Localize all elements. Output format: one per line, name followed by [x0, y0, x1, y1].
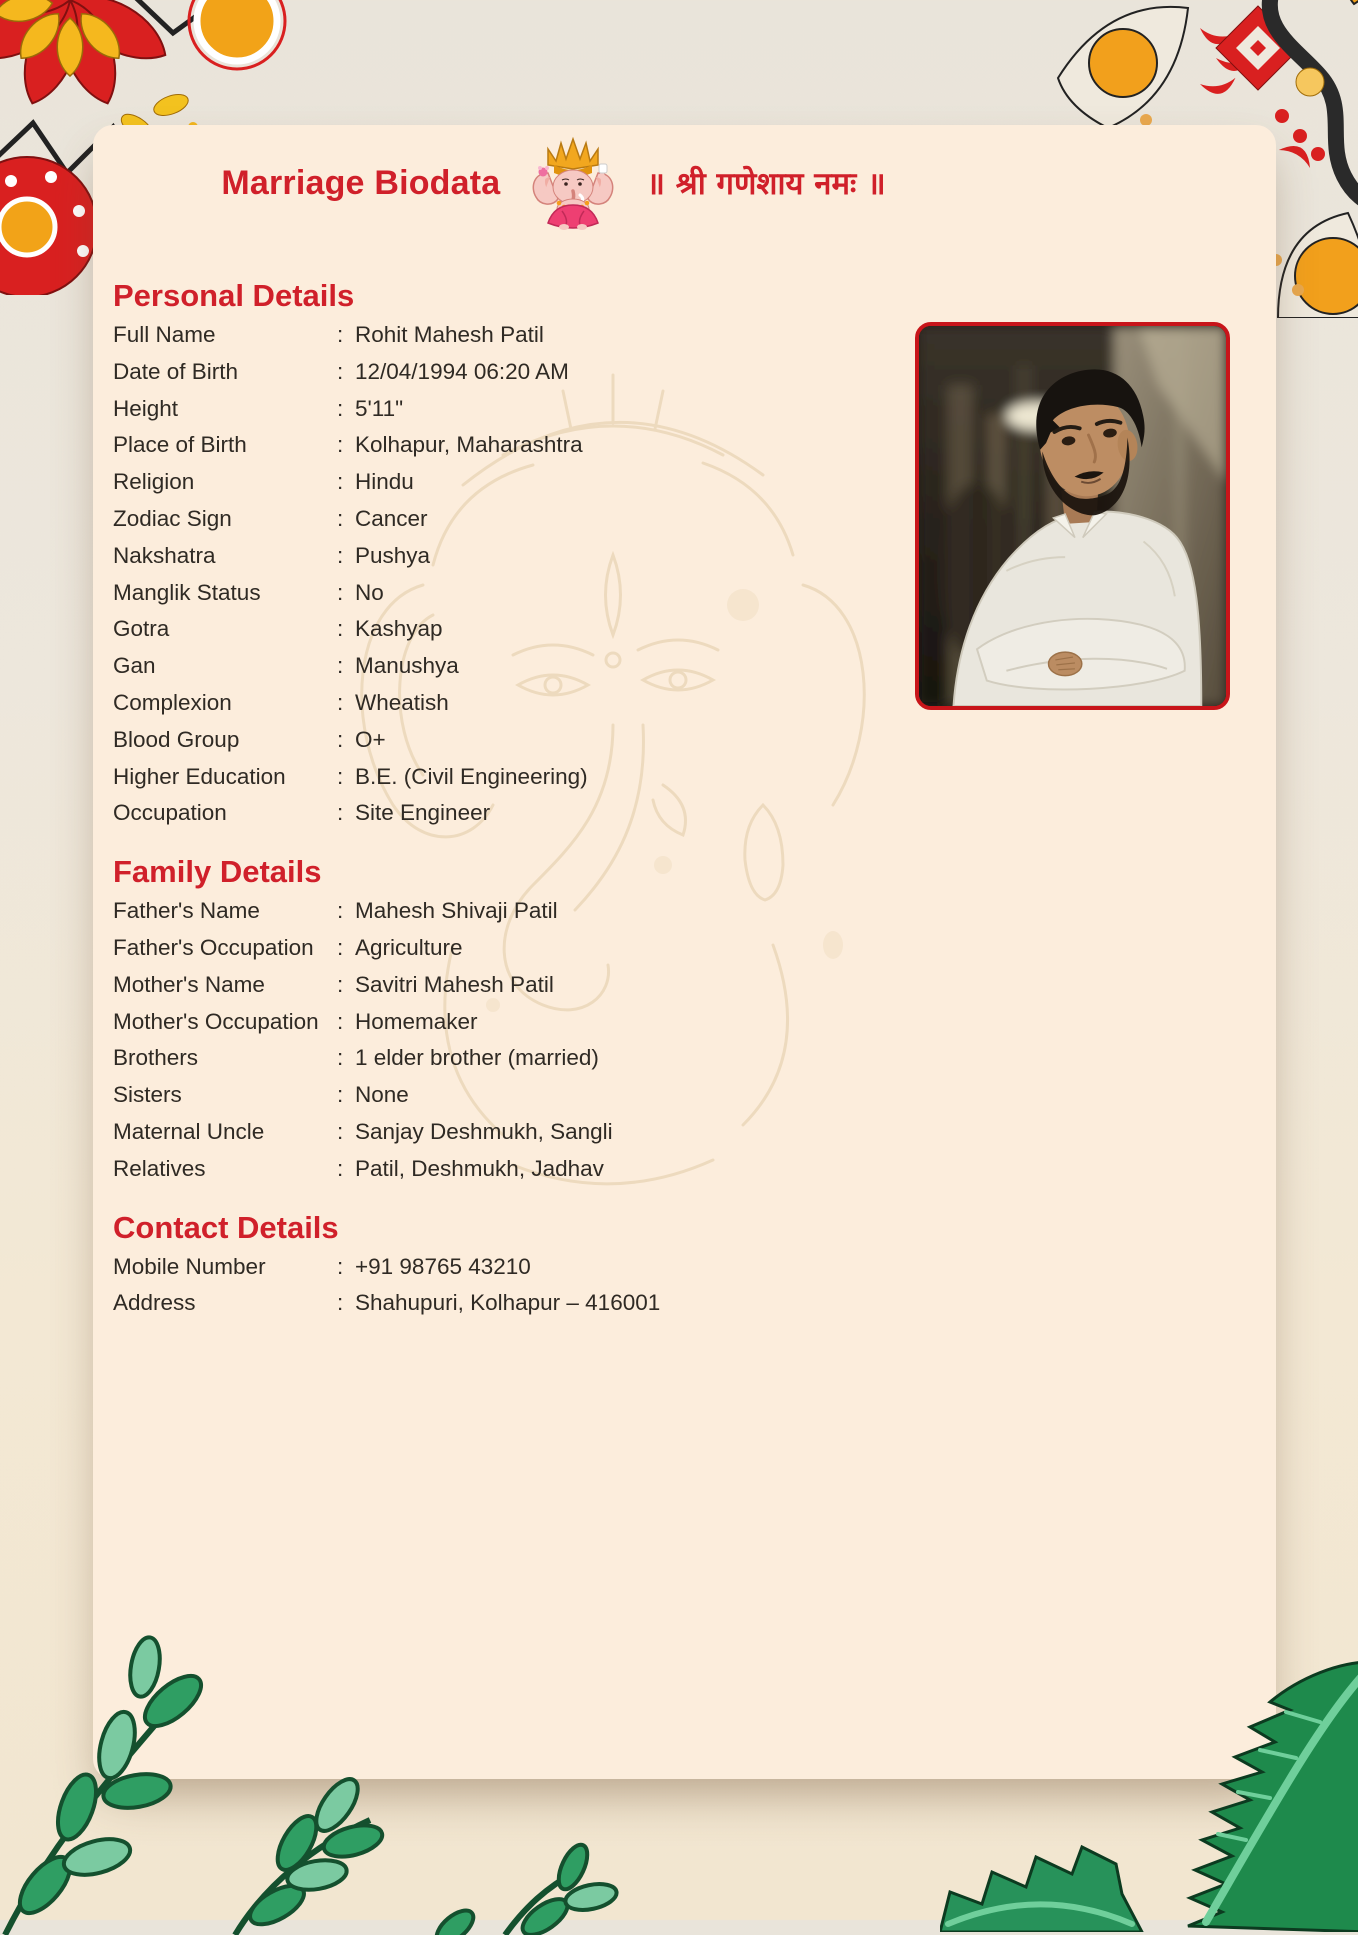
detail-label: Full Name: [113, 322, 216, 347]
detail-value: None: [355, 1082, 409, 1108]
family-details-rows: [113, 893, 833, 1187]
detail-colon: :: [337, 689, 344, 715]
detail-label: Occupation: [113, 800, 227, 826]
biodata-content: [113, 275, 833, 1341]
detail-row: [113, 648, 833, 685]
detail-value: Mahesh Shivaji Patil: [355, 898, 558, 924]
detail-row: [113, 1077, 833, 1114]
detail-value: Kashyap: [355, 616, 443, 642]
detail-colon: :: [337, 800, 344, 826]
detail-label: Father's Occupation: [113, 934, 314, 960]
section-heading-family: Family Details: [113, 854, 322, 890]
detail-colon: :: [337, 322, 344, 347]
detail-value: No: [355, 579, 384, 605]
detail-label: Brothers: [113, 1045, 199, 1071]
detail-colon: :: [337, 1082, 344, 1108]
detail-colon: :: [337, 579, 344, 605]
detail-value: Site Engineer: [355, 800, 491, 826]
detail-value: Cancer: [355, 505, 428, 531]
detail-colon: :: [337, 653, 344, 679]
detail-colon: :: [337, 1155, 344, 1181]
detail-value: +91 98765 43210: [355, 1253, 531, 1279]
detail-label: Place of Birth: [113, 432, 247, 458]
detail-row: [113, 575, 833, 612]
header: [0, 137, 1145, 229]
detail-label: Gotra: [113, 616, 170, 642]
detail-colon: :: [337, 358, 344, 384]
detail-label: Sisters: [113, 1082, 182, 1108]
detail-label: Complexion: [113, 689, 232, 715]
detail-value: 5'11": [355, 395, 404, 421]
detail-row: [113, 354, 833, 391]
detail-row: [113, 1285, 833, 1322]
detail-row: [113, 464, 833, 501]
personal-details-rows: [113, 317, 833, 832]
detail-value: Agriculture: [355, 934, 463, 960]
page-title: Marriage Biodata: [221, 163, 501, 202]
detail-row: [113, 722, 833, 759]
detail-colon: :: [337, 542, 344, 568]
detail-colon: :: [337, 898, 344, 924]
groom-photo: [915, 322, 1230, 710]
detail-label: Mother's Occupation: [113, 1008, 319, 1034]
detail-colon: :: [337, 726, 344, 752]
detail-row: [113, 967, 833, 1004]
detail-row: [113, 501, 833, 538]
detail-value: 12/04/1994 06:20 AM: [355, 358, 569, 384]
detail-colon: :: [337, 1008, 344, 1034]
detail-value: Shahupuri, Kolhapur – 416001: [355, 1290, 661, 1316]
detail-label: Height: [113, 395, 179, 421]
detail-value: Sanjay Deshmukh, Sangli: [355, 1118, 613, 1144]
detail-label: Blood Group: [113, 726, 240, 752]
detail-value: Hindu: [355, 469, 414, 495]
detail-colon: :: [337, 432, 344, 458]
detail-colon: :: [337, 469, 344, 495]
detail-row: [113, 685, 833, 722]
detail-value: Pushya: [355, 542, 431, 568]
detail-row: [113, 317, 833, 354]
detail-value: Homemaker: [355, 1008, 478, 1034]
detail-value: Rohit Mahesh Patil: [355, 322, 544, 347]
detail-colon: :: [337, 616, 344, 642]
detail-value: Kolhapur, Maharashtra: [355, 432, 583, 458]
detail-value: Patil, Deshmukh, Jadhav: [355, 1155, 604, 1181]
detail-colon: :: [337, 1253, 344, 1279]
detail-label: Mother's Name: [113, 971, 265, 997]
detail-row: [113, 1249, 833, 1286]
detail-row: [113, 391, 833, 428]
section-heading-contact: Contact Details: [113, 1209, 339, 1245]
detail-colon: :: [337, 1290, 344, 1316]
detail-label: Nakshatra: [113, 542, 216, 568]
detail-value: Savitri Mahesh Patil: [355, 971, 554, 997]
detail-colon: :: [337, 763, 344, 789]
detail-value: Manushya: [355, 653, 459, 679]
detail-label: Higher Education: [113, 763, 286, 789]
detail-colon: :: [337, 1045, 344, 1071]
detail-value: Wheatish: [355, 689, 449, 715]
detail-label: Gan: [113, 653, 156, 679]
detail-colon: :: [337, 395, 344, 421]
detail-value: O+: [355, 726, 386, 752]
detail-row: [113, 930, 833, 967]
biodata-card: [93, 125, 1276, 1779]
detail-label: Manglik Status: [113, 579, 261, 605]
detail-colon: :: [337, 505, 344, 531]
detail-label: Address: [113, 1290, 196, 1316]
detail-label: Relatives: [113, 1155, 206, 1181]
detail-row: [113, 759, 833, 796]
detail-value: B.E. (Civil Engineering): [355, 763, 588, 789]
detail-label: Zodiac Sign: [113, 505, 232, 531]
detail-row: [113, 893, 833, 930]
detail-label: Date of Birth: [113, 358, 239, 384]
detail-row: [113, 1114, 833, 1151]
detail-label: Mobile Number: [113, 1253, 266, 1279]
detail-row: [113, 538, 833, 575]
ganesh-mantra-text: ॥ श्री गणेशाय नमः ॥: [646, 166, 886, 202]
detail-row: [113, 1040, 833, 1077]
detail-value: 1 elder brother (married): [355, 1045, 599, 1071]
detail-colon: :: [337, 934, 344, 960]
detail-row: [113, 1151, 833, 1188]
detail-row: [113, 611, 833, 648]
detail-label: Father's Name: [113, 898, 260, 924]
detail-label: Religion: [113, 469, 195, 495]
ganesha-icon: [528, 133, 618, 233]
section-heading-personal: Personal Details: [113, 278, 355, 313]
detail-row: [113, 795, 833, 832]
detail-colon: :: [337, 1118, 344, 1144]
contact-details-rows: [113, 1249, 833, 1323]
detail-row: [113, 1004, 833, 1041]
detail-label: Maternal Uncle: [113, 1118, 265, 1144]
detail-colon: :: [337, 971, 344, 997]
detail-row: [113, 427, 833, 464]
